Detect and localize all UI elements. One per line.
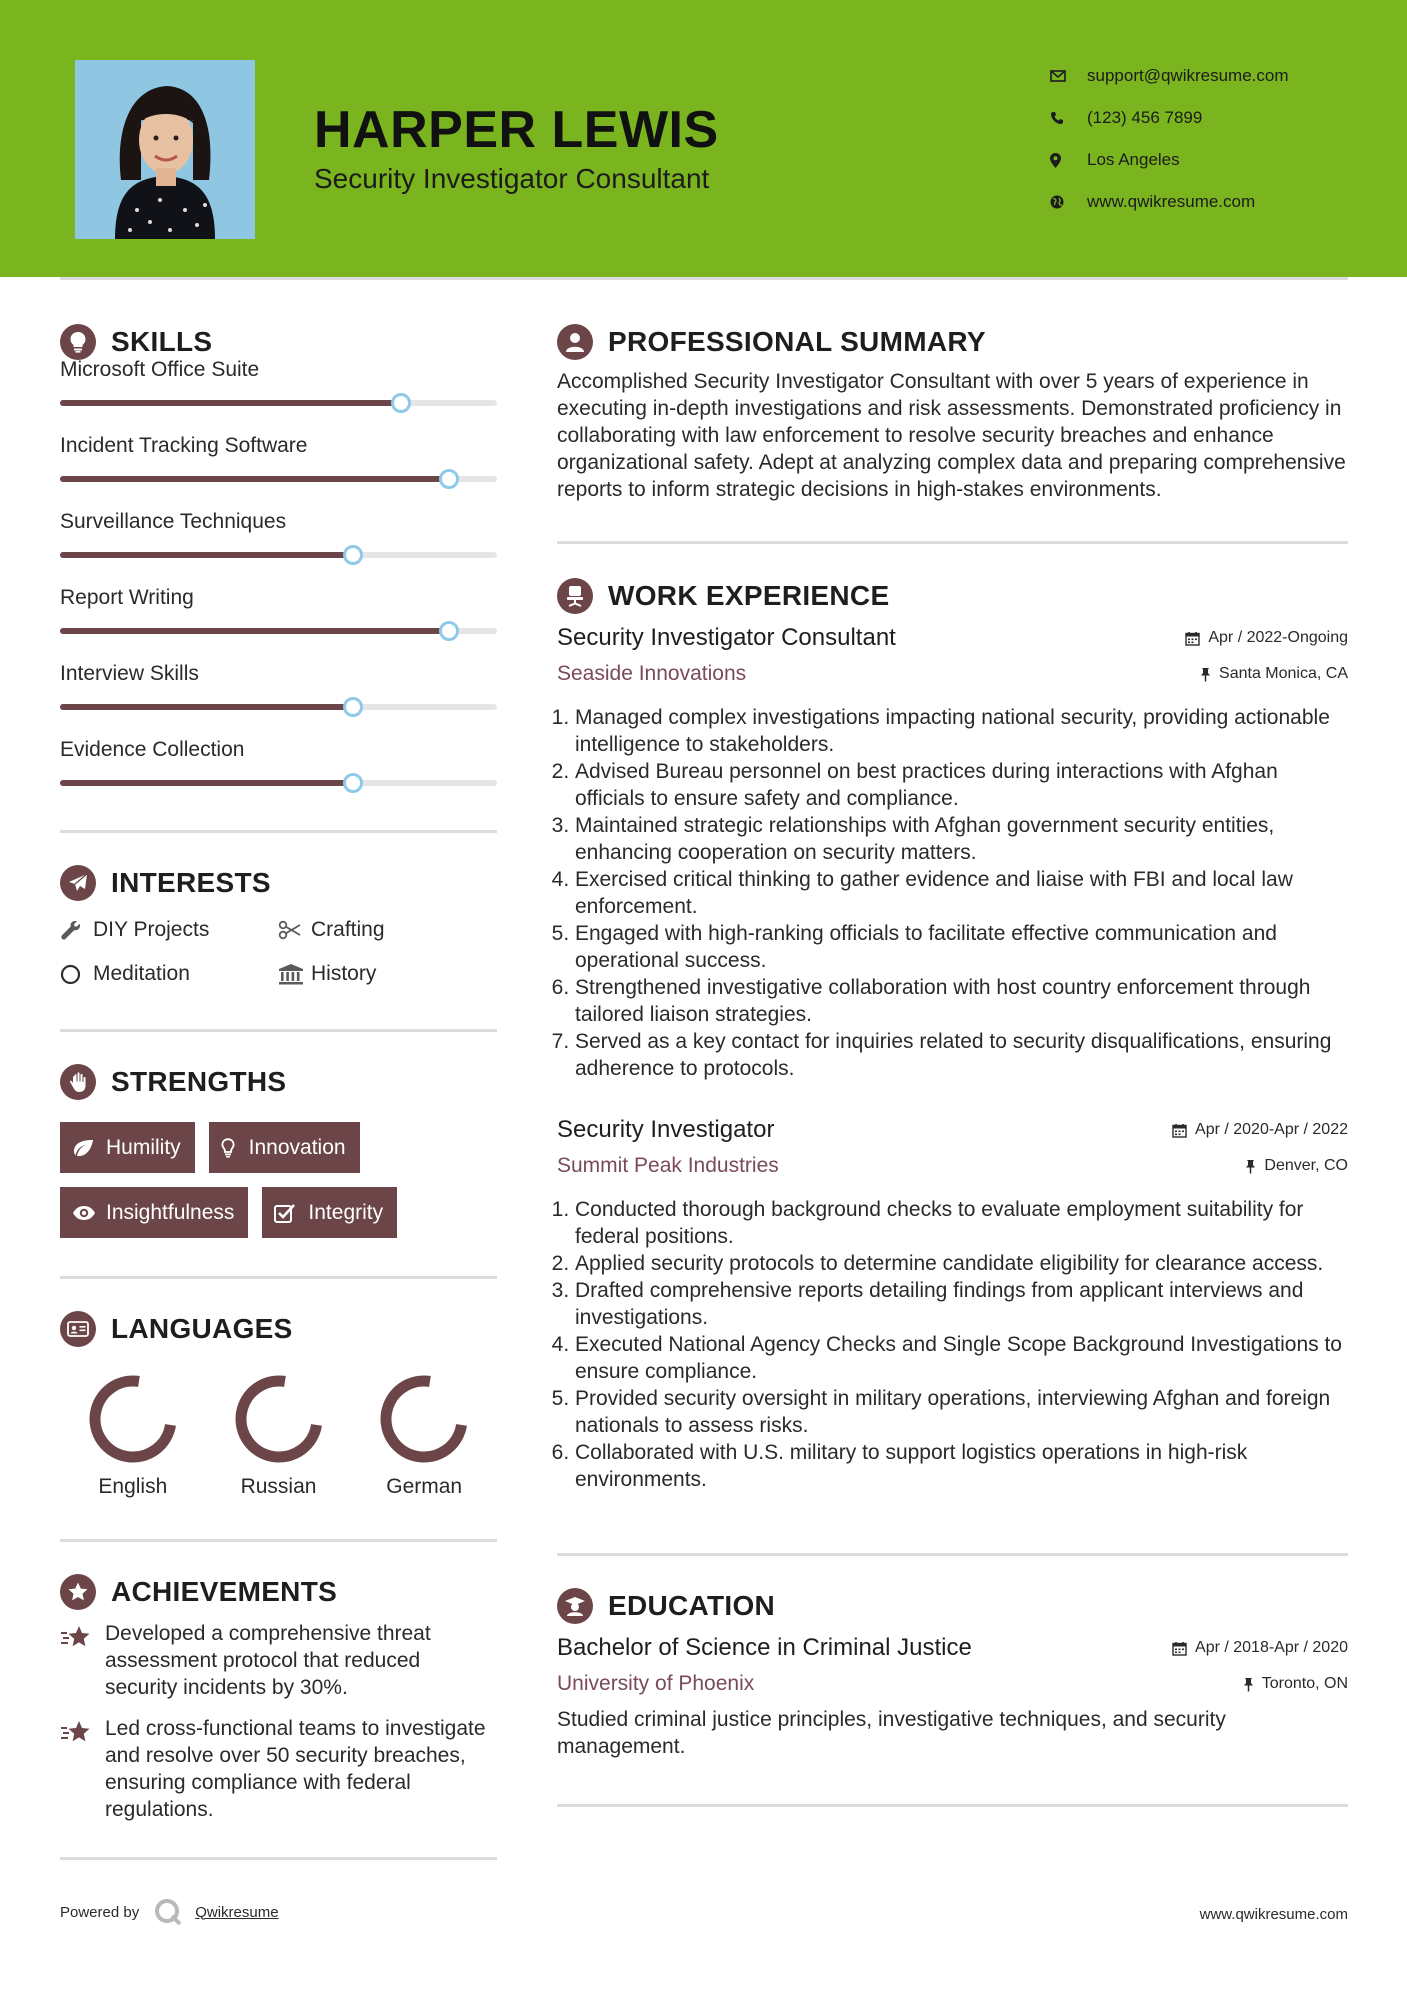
achievements-heading (60, 1570, 497, 1614)
strength-label: Innovation (248, 1135, 346, 1159)
skill-bar (60, 552, 497, 558)
candidate-title: Security Investigator Consultant (314, 163, 710, 194)
calendar-icon (1185, 631, 1200, 646)
skill-bar-knob (391, 393, 411, 413)
interests-list (60, 915, 497, 989)
languages-list (60, 1369, 497, 1499)
section-divider (557, 1553, 1348, 1556)
summary-heading (557, 320, 1348, 364)
language-name: English (98, 1475, 168, 1498)
skill-bar-knob (343, 545, 363, 565)
section-title: LANGUAGES (111, 1313, 293, 1344)
strengths-list (60, 1122, 497, 1238)
duty-item: 3. Maintained strategic relationships with Afghan government security entities, enhancing cooperation on security matters. (575, 812, 1348, 866)
powered-by-label: Powered by (60, 1903, 140, 1921)
skill-item (60, 738, 497, 820)
skill-item (60, 434, 497, 516)
job-title: Security Investigator Consultant (557, 624, 896, 651)
job-location-text: Santa Monica, CA (1219, 665, 1348, 682)
contact-text: www.qwikresume.com (1087, 192, 1256, 211)
language-level-ring (83, 1369, 183, 1469)
skill-name: Interview Skills (60, 662, 199, 685)
skill-bar-fill (60, 780, 353, 786)
job-location (1200, 665, 1348, 683)
duty-item: 1. Managed complex investigations impacting national security, providing actionable intelligence to stakeholders. (575, 704, 1348, 758)
language-level-ring (374, 1369, 474, 1469)
user-icon (557, 324, 593, 360)
calendar-icon (1172, 1123, 1187, 1138)
education-entry (557, 1634, 1348, 1760)
language-level-ring (229, 1369, 329, 1469)
resume-header (0, 0, 1407, 277)
duty-item: 1. Conducted thorough background checks to evaluate employment suitability for federal positions. (575, 1196, 1348, 1250)
strength-tag (209, 1122, 360, 1173)
job-dates-text: Apr / 2022-Ongoing (1208, 629, 1348, 646)
pushpin-icon (1243, 1677, 1254, 1692)
pushpin-icon (1245, 1159, 1256, 1174)
contact-website[interactable] (1050, 181, 1380, 223)
strength-label: Insightfulness (106, 1200, 235, 1224)
achievement-text: Developed a comprehensive threat assessment protocol that reduced security incidents by 30%. (105, 1622, 431, 1699)
candidate-name: HARPER LEWIS (314, 101, 719, 159)
map-pin-icon (1050, 153, 1087, 168)
skill-bar (60, 628, 497, 634)
strengths-heading (60, 1060, 497, 1104)
skill-name: Report Writing (60, 586, 194, 609)
skill-name: Evidence Collection (60, 738, 245, 761)
section-title: EDUCATION (608, 1590, 776, 1621)
duties-list (557, 704, 1348, 1082)
skill-name: Microsoft Office Suite (60, 358, 260, 381)
section-title: STRENGTHS (111, 1066, 287, 1097)
strength-label: Integrity (308, 1200, 384, 1224)
strength-tag (60, 1122, 195, 1173)
language-item (60, 1369, 206, 1499)
qwikresume-link[interactable]: Qwikresume (195, 1903, 279, 1921)
id-card-icon (60, 1311, 96, 1347)
language-item (206, 1369, 352, 1499)
contact-text: support@qwikresume.com (1087, 66, 1289, 85)
wrench-icon (60, 919, 93, 941)
paper-plane-icon (60, 865, 96, 901)
skill-bar-fill (60, 400, 401, 406)
lightbulb-icon (221, 1138, 249, 1158)
education-description: Studied criminal justice principles, investigative techniques, and security management. (557, 1708, 1226, 1758)
star-icon (60, 1715, 105, 1823)
strength-label: Humility (106, 1135, 181, 1159)
interest-item (60, 915, 278, 945)
duty-item: 2. Applied security protocols to determine candidate eligibility for clearance access. (575, 1250, 1348, 1277)
header-divider (60, 277, 1348, 280)
language-name: Russian (240, 1475, 317, 1498)
skill-item (60, 662, 497, 744)
skill-item (60, 358, 497, 440)
contact-email[interactable] (1050, 55, 1380, 97)
education-dates-text: Apr / 2018-Apr / 2020 (1195, 1639, 1348, 1656)
contact-phone[interactable] (1050, 97, 1380, 139)
contact-text: Los Angeles (1087, 150, 1180, 169)
powered-by (60, 1897, 279, 1927)
duty-item: 3. Drafted comprehensive reports detailing findings from applicant interviews and investigations. (575, 1277, 1348, 1331)
section-divider (60, 1276, 497, 1279)
check-square-icon (274, 1203, 308, 1223)
contact-text: (123) 456 7899 (1087, 108, 1203, 127)
section-divider (557, 1804, 1348, 1807)
duty-item: 6. Strengthened investigative collaboration with host country enforcement through tailored liaison strategies. (575, 974, 1348, 1028)
company-name: Summit Peak Industries (557, 1154, 779, 1177)
duty-item: 5. Provided security oversight in military operations, interviewing Afghan and foreign nationals to assess risks. (575, 1385, 1348, 1439)
pushpin-icon (1200, 667, 1211, 682)
phone-icon (1050, 111, 1087, 125)
duty-item: 7. Served as a key contact for inquiries related to security disqualifications, ensuring adherence to protocols. (575, 1028, 1348, 1082)
star-icon (60, 1620, 105, 1701)
duties-list (557, 1196, 1348, 1493)
strength-tag (60, 1187, 248, 1238)
eye-icon (72, 1205, 106, 1221)
job-title: Security Investigator (557, 1116, 775, 1143)
job-entry (557, 1116, 1348, 1493)
duty-item: 4. Exercised critical thinking to gather evidence and liaise with FBI and local law enforcement. (575, 866, 1348, 920)
hand-icon (60, 1064, 96, 1100)
duty-item: 5. Engaged with high-ranking officials to facilitate effective communication and operational success. (575, 920, 1348, 974)
section-divider (60, 1857, 497, 1860)
interest-item (60, 959, 278, 989)
left-column (60, 320, 497, 1860)
office-chair-icon (557, 578, 593, 614)
education-dates (1172, 1639, 1348, 1657)
lightbulb-icon (60, 324, 96, 360)
calendar-icon (1172, 1641, 1187, 1656)
leaf-icon (72, 1139, 106, 1157)
graduate-icon (557, 1588, 593, 1624)
skill-bar-fill (60, 704, 353, 710)
achievement-item (60, 1620, 497, 1701)
skill-bar (60, 400, 497, 406)
job-dates-text: Apr / 2020-Apr / 2022 (1195, 1121, 1348, 1138)
skill-name: Surveillance Techniques (60, 510, 287, 533)
section-title: ACHIEVEMENTS (111, 1576, 338, 1607)
skill-bar-knob (343, 697, 363, 717)
duty-item: 6. Collaborated with U.S. military to support logistics operations in high-risk environments. (575, 1439, 1348, 1493)
duty-item: 2. Advised Bureau personnel on best practices during interactions with Afghan officials to ensure safety and compliance. (575, 758, 1348, 812)
scissors-icon (278, 920, 311, 940)
interest-label: DIY Projects (93, 918, 210, 941)
achievement-text: Led cross-functional teams to investigate and resolve over 50 security breaches, ensuring compliance with federal regulations. (105, 1717, 486, 1821)
education-location-text: Toronto, ON (1261, 1675, 1348, 1692)
summary-text: Accomplished Security Investigator Consultant with over 5 years of experience in executing in-depth investigations and risk assessments. Demonstrated proficiency in collaborating with law enforcement to resolve security breaches and enhance organizational safety. Adept at analyzing complex data and preparing comprehensive reports to inform strategic decisions in high-stakes environments. (557, 370, 1346, 501)
skill-bar (60, 704, 497, 710)
job-dates (1172, 1121, 1348, 1139)
circle-icon (60, 964, 93, 985)
skill-item (60, 586, 497, 668)
skill-item (60, 510, 497, 592)
skill-bar-fill (60, 552, 353, 558)
section-divider (60, 1029, 497, 1032)
envelope-icon (1050, 70, 1087, 82)
skill-bar (60, 780, 497, 786)
school-name: University of Phoenix (557, 1672, 755, 1695)
contact-list (1050, 55, 1380, 223)
qwikresume-logo-icon (153, 1897, 183, 1927)
skill-bar (60, 476, 497, 482)
skill-bar-knob (343, 773, 363, 793)
education-heading (557, 1584, 1348, 1628)
skill-bar-fill (60, 628, 449, 634)
job-dates (1185, 629, 1348, 647)
achievement-item (60, 1715, 497, 1823)
strength-tag (262, 1187, 397, 1238)
section-divider (60, 830, 497, 833)
degree-title: Bachelor of Science in Criminal Justice (557, 1634, 972, 1661)
globe-icon (1050, 195, 1087, 209)
company-name: Seaside Innovations (557, 662, 747, 685)
section-title: PROFESSIONAL SUMMARY (608, 326, 986, 357)
interest-label: Crafting (311, 918, 385, 941)
skill-bar-fill (60, 476, 449, 482)
job-entry (557, 624, 1348, 1082)
skill-bar-knob (439, 469, 459, 489)
skill-bar-knob (439, 621, 459, 641)
language-name: German (386, 1475, 463, 1498)
interest-item (278, 915, 497, 945)
interest-item (278, 959, 497, 989)
contact-location (1050, 139, 1380, 181)
interest-label: Meditation (93, 962, 190, 985)
job-location (1245, 1157, 1348, 1175)
section-title: SKILLS (111, 326, 213, 357)
museum-icon (278, 963, 311, 985)
duty-item: 4. Executed National Agency Checks and Single Scope Background Investigations to ensure compliance. (575, 1331, 1348, 1385)
language-item (351, 1369, 497, 1499)
profile-photo (75, 60, 255, 239)
section-title: WORK EXPERIENCE (608, 580, 890, 611)
interest-label: History (311, 962, 377, 985)
experience-heading (557, 574, 1348, 618)
footer-website[interactable]: www.qwikresume.com (1199, 1906, 1348, 1923)
section-title: INTERESTS (111, 867, 271, 898)
star-badge-icon (60, 1574, 96, 1610)
languages-heading (60, 1307, 497, 1351)
education-location (1243, 1675, 1348, 1693)
right-column (557, 320, 1348, 1807)
job-location-text: Denver, CO (1264, 1157, 1348, 1174)
section-divider (557, 541, 1348, 544)
interests-heading (60, 861, 497, 905)
skill-name: Incident Tracking Software (60, 434, 308, 457)
section-divider (60, 1539, 497, 1542)
